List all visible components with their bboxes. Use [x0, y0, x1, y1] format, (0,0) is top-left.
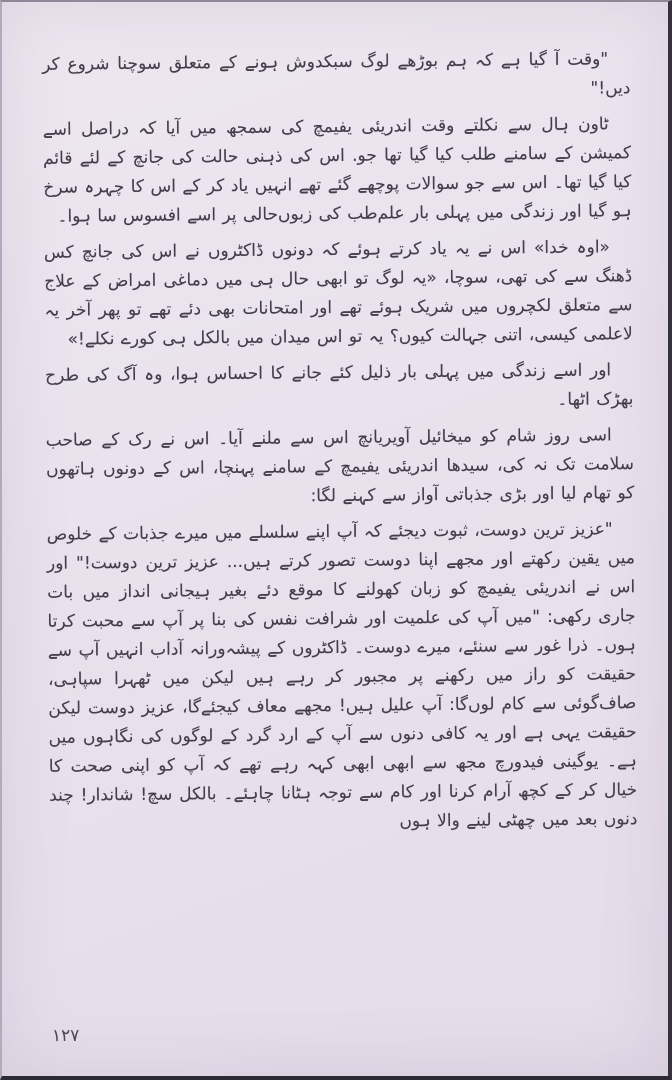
paragraph-3: «اوہ خدا» اس نے یہ یاد کرتے ہوئے کہ دونوں ڈاکٹروں نے اس کی جانچ کس ڈھنگ سے کی تھی، سوچا، «یہ لوگ تو ابھی حال ہی میں دماغی امراض کے علاج سے متعلق لکچروں میں شریک ہوئے تھے اور امتحانات بھی دئے تھے تو پھر آخر یہ لاعلمی کیسی، اتنی جہالت کیوں؟ یہ تو اس میدان میں بالکل ہی کورے نکلے!» [43, 237, 633, 350]
paragraph-1: "وقت آ گیا ہے کہ ہم بوڑھے لوگ سبکدوش ہونے کے متعلق سوچنا شروع کر دیں!" [42, 49, 631, 99]
paragraph-6: "عزیز ترین دوست، ثبوت دیجئے کہ آپ اپنے سلسلے میں میرے جذبات کے خلوص میں یقین رکھتے اور مجھے اپنا دوست تصور کرتے ہیں... عزیز ترین دوست!" اور اس نے اندریئی یفیمچ کو زبان کھولنے کا موقع دئے بغیر ہیجانی انداز میں بات جاری رکھی: "میں آپ کی علمیت اور شرافت نفس کی بنا پر آپ سے محبت کرتا ہوں۔ ذرا غور سے سنئے، میرے دوست۔ ڈاکٹروں کے پیشہ‌ورانہ آداب انہیں آپ سے حقیقت کو راز میں رکھنے پر مجبور کر رہے ہیں لیکن میں ٹھہرا سپاہی، صاف‌گوئی سے کام لوں‌گا: آپ علیل ہیں! مجھے معاف کیجئے‌گا، عزیز دوست لیکن حقیقت یہی ہے اور یہ کافی دنوں سے آپ کے ارد گرد کے لوگوں کی نگاہوں میں ہے۔ یوگینی فیدورچ مجھ سے ابھی ابھی کہہ رہے تھے کہ آپ کو اپنی صحت کا خیال کر کے کچھ آرام کرنا اور کام سے توجہ ہٹانا چاہئے۔ بالکل سچ! شاندار! چند دنوں بعد میں چھٹی لینے والا ہوں [46, 519, 638, 832]
paragraph-4: اور اسے زندگی میں پہلی بار ذلیل کئے جانے کا احساس ہوا، وہ آگ کی طرح بھڑک اٹھا۔ [45, 360, 634, 410]
page-number: ۱۲۷ [51, 1025, 80, 1047]
paragraph-2: ٹاون ہال سے نکلتے وقت اندریئی یفیمچ کی سمجھ میں آیا کہ دراصل اسے کمیشن کے سامنے طلب کیا گیا تھا جو. اس کی ذہنی حالت کی جانچ کے لئے قائم کیا گیا تھا۔ اس سے جو سوالات پوچھے گئے تھے انہیں یاد کر کے اس کا چہرہ سرخ ہو گیا اور زندگی میں پہلی بار علم‌طب کی زبوں‌حالی پر اسے افسوس سا ہوا۔ [42, 114, 632, 227]
paragraph-5: اسی روز شام کو میخائیل آویریانچ اس سے ملنے آیا۔ اس نے رک کے صاحب سلامت تک نہ کی، سیدھا اندریئی یفیمچ کے سامنے پہنچا، اس کے دونوں ہاتھوں کو تھام لیا اور بڑی جذباتی آواز سے کہنے لگا: [45, 425, 635, 507]
text-block [42, 45, 638, 847]
